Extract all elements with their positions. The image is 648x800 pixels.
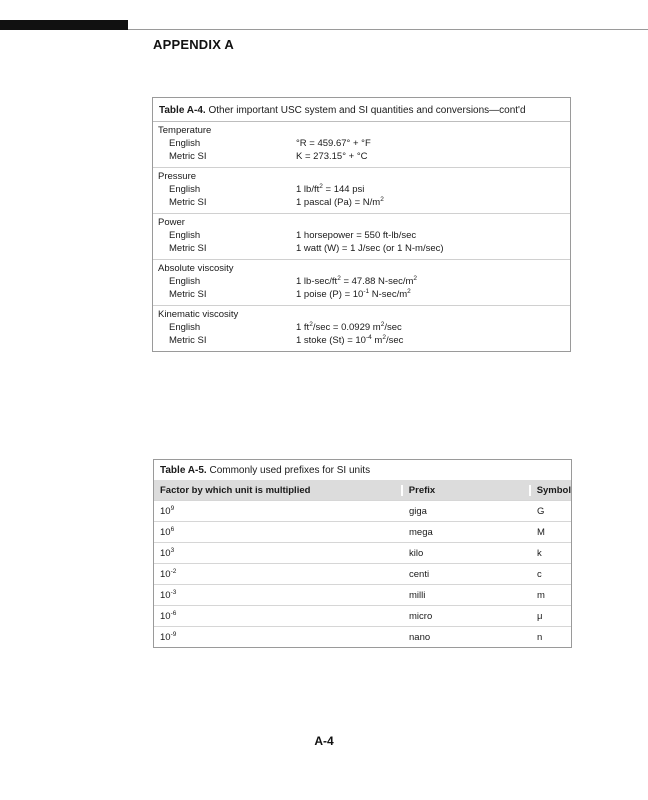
factor-cell: $10^{-2}$ xyxy=(160,567,177,580)
row-value: °R = 459.67° + °F xyxy=(296,138,371,149)
group-power xyxy=(153,214,570,260)
symbol-cell: μ xyxy=(537,610,543,622)
group-title: Power xyxy=(158,217,185,228)
row-value: 1 $lb/ft^2 = 144$ psi xyxy=(296,183,365,195)
group-absolute-viscosity xyxy=(153,260,570,306)
table-a5-caption xyxy=(154,460,571,480)
symbol-cell: M xyxy=(537,526,545,538)
prefix-cell: micro xyxy=(409,610,433,622)
header-factor: Factor by which unit is multiplied xyxy=(160,484,311,496)
row-label: Metric SI xyxy=(169,197,207,208)
prefix-cell: mega xyxy=(409,526,433,538)
factor-cell: $10^{-3}$ xyxy=(160,588,177,601)
table-row xyxy=(154,542,571,563)
header-rule xyxy=(128,29,648,30)
header-bar xyxy=(0,20,128,30)
row-label: English xyxy=(169,230,201,241)
row-label: Metric SI xyxy=(169,243,207,254)
row-label: Metric SI xyxy=(169,289,207,300)
factor-cell: $10^{-9}$ xyxy=(160,630,177,643)
header-prefix: Prefix xyxy=(401,485,529,496)
table-row xyxy=(158,197,565,210)
row-value: 1 $ft^2/\sec = 0.0929$ $m^2/\sec$ xyxy=(296,321,402,333)
table-a4 xyxy=(152,97,571,352)
table-row xyxy=(158,276,565,289)
table-row xyxy=(158,151,565,164)
table-row xyxy=(154,500,571,521)
table-a5-caption-text: Commonly used prefixes for SI units xyxy=(209,465,371,476)
group-kinematic-viscosity xyxy=(153,306,570,351)
factor-cell: $10^6$ xyxy=(160,525,175,538)
table-row xyxy=(154,521,571,542)
factor-cell: $10^9$ xyxy=(160,504,175,517)
table-row xyxy=(158,335,565,348)
group-title: Kinematic viscosity xyxy=(158,309,239,320)
group-title: Absolute viscosity xyxy=(158,263,234,274)
table-a5-body xyxy=(154,500,571,647)
table-header-row xyxy=(154,480,571,500)
group-temperature xyxy=(153,122,570,168)
header-symbol: Symbol xyxy=(529,485,571,496)
factor-cell: $10^{-6}$ xyxy=(160,609,177,622)
row-label: English xyxy=(169,276,201,287)
symbol-cell: m xyxy=(537,589,545,601)
table-a5-caption-label: Table A-5. xyxy=(160,465,207,476)
symbol-cell: n xyxy=(537,631,543,643)
page-title: APPENDIX A xyxy=(153,37,234,52)
table-row xyxy=(154,563,571,584)
table-row xyxy=(154,584,571,605)
row-value: K = 273.15° + °C xyxy=(296,151,368,162)
table-row xyxy=(158,289,565,302)
table-row xyxy=(158,243,565,256)
table-row xyxy=(158,322,565,335)
prefix-cell: kilo xyxy=(409,547,424,559)
row-value: 1 poise $(P) = 10^{-1}$ $N-\sec/m^2$ xyxy=(296,288,411,300)
row-value: 1 pascal $(Pa) = N/m^2$ xyxy=(296,196,384,208)
group-title: Pressure xyxy=(158,171,197,182)
row-value: 1 $lb-\sec/ft^2 = 47.88$ $N-\sec/m^2$ xyxy=(296,275,418,287)
symbol-cell: G xyxy=(537,505,545,517)
prefix-cell: giga xyxy=(409,505,427,517)
table-row xyxy=(158,184,565,197)
page-number: A-4 xyxy=(314,734,334,748)
row-label: English xyxy=(169,184,201,195)
table-row xyxy=(158,230,565,243)
group-title: Temperature xyxy=(158,125,212,136)
symbol-cell: k xyxy=(537,547,542,559)
prefix-cell: centi xyxy=(409,568,430,580)
table-a4-caption-text: Other important USC system and SI quantities and conversions—cont'd xyxy=(208,105,526,116)
row-label: Metric SI xyxy=(169,151,207,162)
factor-cell: $10^3$ xyxy=(160,546,175,559)
row-value: 1 stoke $(St) = 10^{-4}$ $m^2/\sec$ xyxy=(296,334,404,346)
row-value: 1 horsepower = 550 ft-lb/sec xyxy=(296,230,417,241)
table-row xyxy=(154,626,571,647)
symbol-cell: c xyxy=(537,568,542,580)
table-a4-caption xyxy=(153,98,570,122)
table-a5 xyxy=(153,459,572,648)
row-label: Metric SI xyxy=(169,335,207,346)
row-label: English xyxy=(169,138,201,149)
table-a4-caption-label: Table A-4. xyxy=(159,105,206,116)
table-row xyxy=(158,138,565,151)
table-row xyxy=(154,605,571,626)
group-pressure xyxy=(153,168,570,214)
prefix-cell: nano xyxy=(409,631,431,643)
row-label: English xyxy=(169,322,201,333)
prefix-cell: milli xyxy=(409,589,426,601)
row-value: 1 watt (W) = 1 J/sec (or 1 N-m/sec) xyxy=(296,243,444,254)
